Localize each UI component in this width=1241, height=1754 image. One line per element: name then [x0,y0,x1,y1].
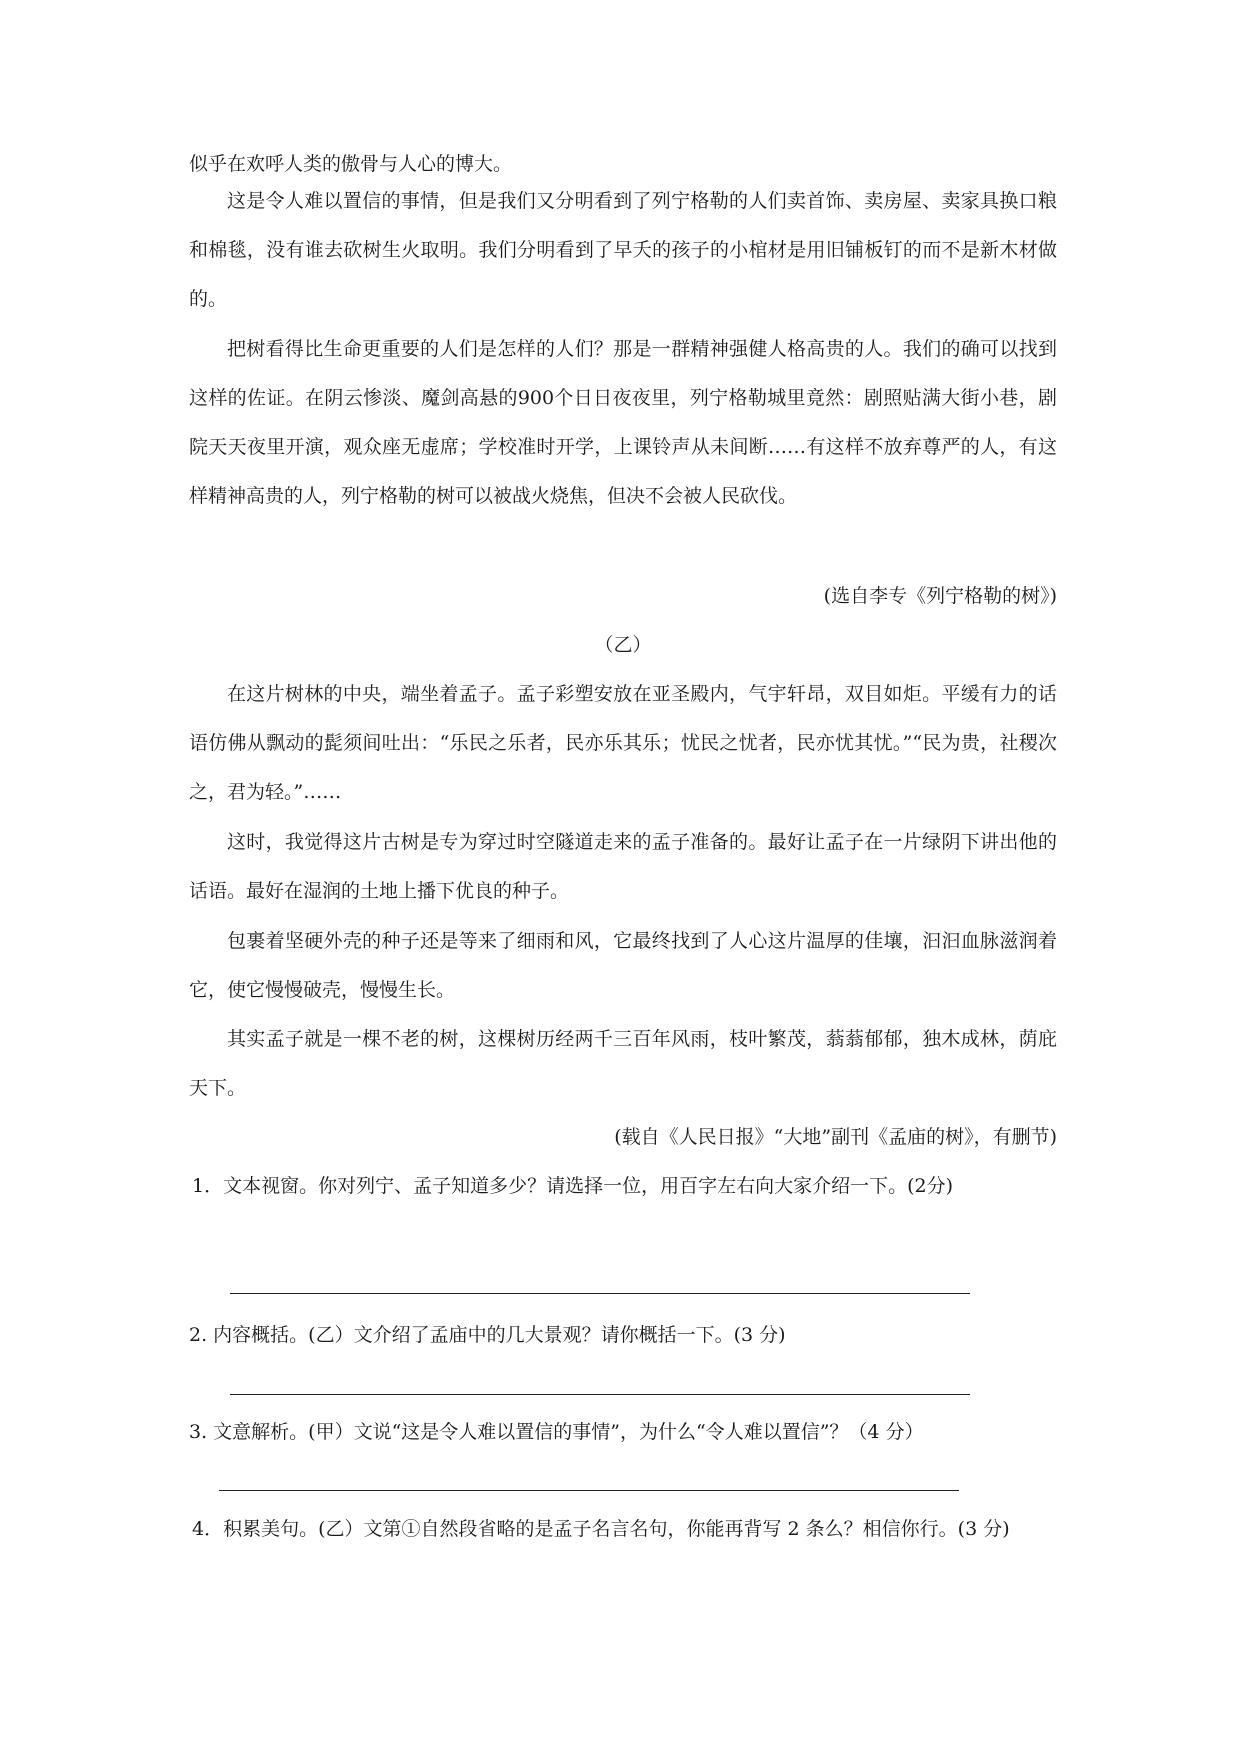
answer-line-1[interactable] [230,1293,970,1294]
answer-line-2[interactable] [230,1394,970,1395]
question-1: 1．文本视窗。你对列宁、孟子知道多少？请选择一位，用百字左右向大家介绍一下。(2分) [192,1175,954,1197]
passage-b-paragraph-1: 在这片树林的中央，端坐着孟子。孟子彩塑安放在亚圣殿内，气宇轩昂，双目如炬。平缓有力的话语仿佛从飘动的髭须间吐出：“乐民之乐者，民亦乐其乐；忧民之忧者，民亦忧其忧。”“民为贵，社稷次之，君为轻。”…… [189,683,1057,803]
passage-b-paragraph-2: 这时，我觉得这片古树是专为穿过时空隧道走来的孟子准备的。最好让孟子在一片绿阴下讲出他的话语。最好在湿润的土地上播下优良的种子。 [189,831,1057,902]
passage-a-source: (选自李专《列宁格勒的树》) [823,585,1057,607]
passage-b-heading: （乙） [594,634,652,656]
passage-b-paragraph-4: 其实孟子就是一棵不老的树，这棵树历经两千三百年风雨，枝叶繁茂，蓊蓊郁郁，独木成林，荫庇天下。 [189,1028,1057,1099]
question-3: 3. 文意解析。(甲）文说“这是令人难以置信的事情”，为什么“令人难以置信”？（4 分） [189,1421,924,1443]
passage-a-paragraph-1: 这是令人难以置信的事情，但是我们又分明看到了列宁格勒的人们卖首饰、卖房屋、卖家具换口粮和棉毯，没有谁去砍树生火取明。我们分明看到了早夭的孩子的小棺材是用旧铺板钉的而不是新木材做的。 [189,190,1057,310]
question-2: 2. 内容概括。(乙）文介绍了孟庙中的几大景观？请你概括一下。(3 分) [189,1324,786,1346]
answer-line-3[interactable] [219,1490,959,1491]
passage-a-paragraph-0: 似乎在欢呼人类的傲骨与人心的博大。 [189,153,513,175]
passage-b-paragraph-3: 包裹着坚硬外壳的种子还是等来了细雨和风，它最终找到了人心这片温厚的佳壤，汩汩血脉滋润着它，使它慢慢破壳，慢慢生长。 [189,930,1057,1001]
question-4: 4．积累美句。(乙）文第①自然段省略的是孟子名言名句，你能再背写 2 条么？相信你行。(3 分) [192,1518,1010,1540]
passage-a-paragraph-2: 把树看得比生命更重要的人们是怎样的人们？那是一群精神强健人格高贵的人。我们的确可以找到这样的佐证。在阴云惨淡、魔剑高悬的900个日日夜夜里，列宁格勒城里竟然：剧照贴满大街小巷，剧院天天夜里开演，观众座无虚席；学校准时开学，上课铃声从未间断……有这样不放弃尊严的人，有这样精神高贵的人，列宁格勒的树可以被战火烧焦，但决不会被人民砍伐。 [189,338,1057,507]
passage-b-source: (载自《人民日报》“大地”副刊《孟庙的树》，有删节) [614,1126,1057,1148]
